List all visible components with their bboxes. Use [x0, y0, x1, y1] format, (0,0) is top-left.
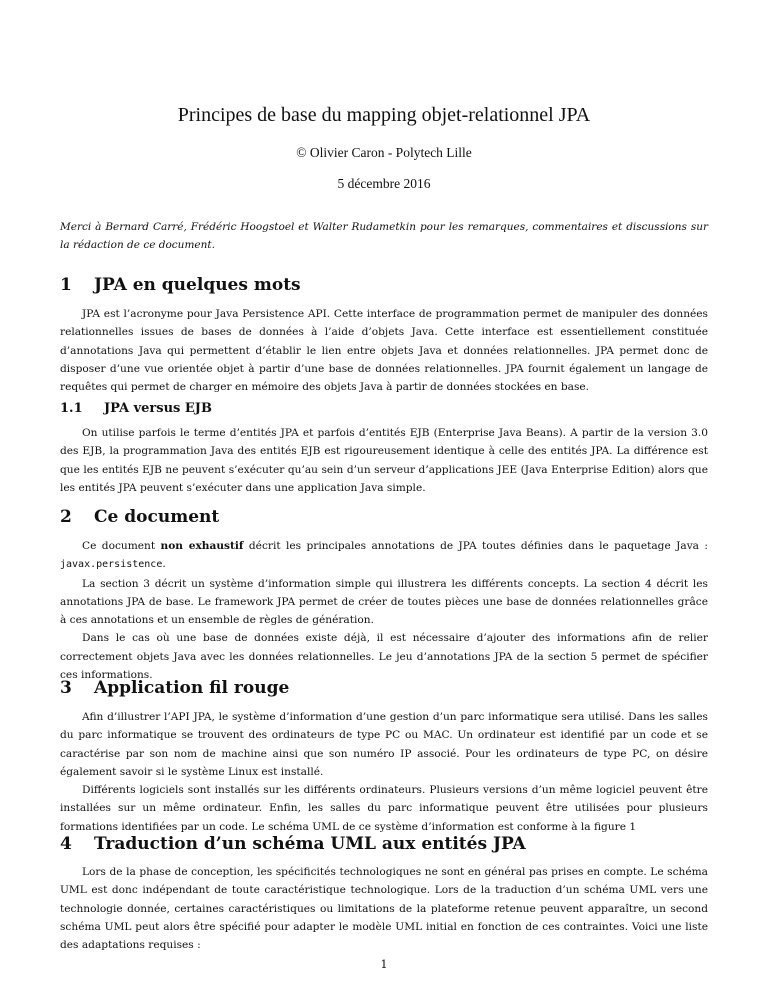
paper-date: 5 décembre 2016: [337, 176, 431, 191]
section-title: Application fil rouge: [94, 678, 290, 698]
paragraph: Afin d’illustrer l’API JPA, le système d’information d’une gestion d’un parc informatique sera utilisé. Dans les salles du parc informatique se trouvent des ordinateurs de type PC ou MAC. Un ordinateur est identifié par un code et se caractérise par son nom de machine ainsi que son numéro IP associé. Pour les ordinateurs de type PC, on désire également savoir si le système Linux est installé.: [60, 711, 708, 778]
paragraph: Dans le cas où une base de données existe déjà, il est nécessaire d’ajouter des informations afin de relier correctement objets Java avec les données relationnelles. Le jeu d’annotations JPA de la section 5 permet de spécifier ces informations.: [60, 632, 708, 682]
paragraph: La section 3 décrit un système d’information simple qui illustrera les différents concepts. La section 4 décrit les annotations JPA de base. Le framework JPA permet de créer de toutes pièces une base de données relationnelles grâce à ces annotations et un ensemble de règles de génération.: [60, 577, 708, 627]
subsection-heading-1-1: [60, 401, 212, 416]
subsection-title: JPA versus EJB: [104, 401, 212, 416]
paragraph: Différents logiciels sont installés sur les différents ordinateurs. Plusieurs versions d’un même logiciel peuvent être installées sur un même ordinateur. Enfin, les salles du parc informatique peuvent être utilisées pour plusieurs formations identifiées par un code. Le schéma UML de ce système d’information est conforme à la figure 1: [60, 784, 708, 833]
section-heading-2: [60, 507, 219, 527]
section-2-body: [60, 537, 708, 684]
section-title: JPA en quelques mots: [94, 275, 301, 295]
section-1-body: [60, 305, 708, 396]
subsection-1-1-body: [60, 424, 708, 497]
section-title: Traduction d’un schéma UML aux entités JPA: [94, 834, 526, 854]
paragraph: On utilise parfois le terme d’entités JPA et parfois d’entités EJB (Enterprise Java Beans). A partir de la version 3.0 des EJB, la programmation Java des entités EJB est rigoureusement identique à celle des entités JPA. La différence est que les entités EJB ne peuvent s’exécuter qu’au sein d’un serveur d’applications JEE (Java Enterprise Edition) alors que les entités JPA peuvent s’exécuter dans une application Java simple.: [60, 427, 708, 494]
paragraph: Lors de la phase de conception, les spécificités technologiques ne sont en général pas prises en compte. Le schéma UML est donc indépendant de toute caractéristique technologique. Lors de la traduction d’un schéma UML vers une technologie donnée, certaines caractéristiques ou limitations de la plateforme retenue peuvent apparaître, un second schéma UML peut alors être spécifié pour adapter le modèle UML initial en fonction de ces contraintes. Voici une liste des adaptations requises :: [60, 866, 708, 952]
section-number: 1: [60, 275, 72, 295]
section-title: Ce document: [94, 507, 220, 527]
section-heading-3: [60, 678, 289, 698]
section-number: 4: [60, 834, 72, 854]
emphasis-non-exhaustif: non exhaustif: [160, 540, 244, 552]
section-heading-1: [60, 275, 301, 295]
section-heading-4: [60, 834, 526, 854]
package-name-code: javax.persistence: [60, 559, 163, 571]
section-number: 2: [60, 507, 72, 527]
subsection-number: 1.1: [60, 401, 83, 416]
paragraph-with-code: Ce document non exhaustif décrit les principales annotations de JPA toutes définies dans le paquetage Java : javax.persistence.: [60, 540, 708, 571]
paragraph: JPA est l’acronyme pour Java Persistence API. Cette interface de programmation permet de manipuler des données relationnelles issues de bases de données à l’aide d’objets Java. Cette interface est essentiellement constituée d’annotations Java qui permettent d’établir le lien entre objets Java et données relationnelles. JPA permet donc de disposer d’une vue orientée objet à partir d’une base de données relationnelles. JPA fournit également un langage de requêtes qui permet de charger en mémoire des objets Java à partir de données stockées en base.: [60, 308, 708, 394]
page-number: 1: [380, 958, 388, 971]
paper-title: Principes de base du mapping objet-relationnel JPA: [177, 104, 591, 126]
acknowledgement: Merci à Bernard Carré, Frédéric Hoogstoel et Walter Rudametkin pour les remarques, commentaires et discussions sur la rédaction de ce document.: [60, 221, 708, 251]
section-4-body: [60, 863, 708, 954]
section-3-body: [60, 708, 708, 836]
section-number: 3: [60, 678, 72, 698]
author-line: © Olivier Caron - Polytech Lille: [296, 145, 472, 160]
